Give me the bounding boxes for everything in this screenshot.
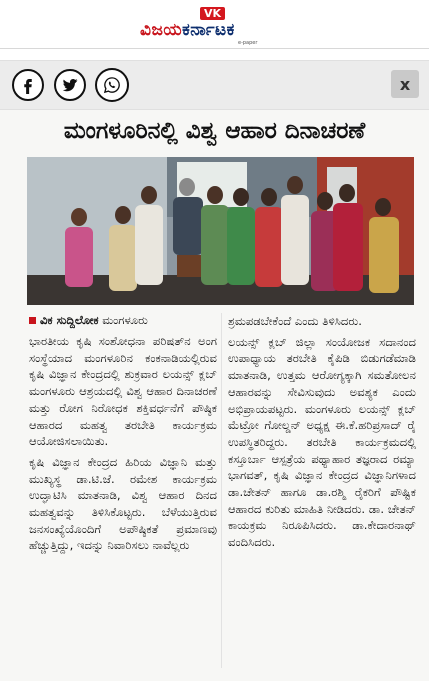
logo-name-part2: ಕರ್ನಾಟಕ (182, 20, 235, 40)
article-column-left (29, 333, 217, 558)
dateline-source: ವಿಕ ಸುದ್ದಿಲೋಕ (40, 313, 99, 327)
logo-name (140, 20, 235, 40)
facebook-icon[interactable] (12, 69, 44, 101)
dateline (29, 313, 148, 328)
article-paragraph: ಲಯನ್ಸ್ ಕ್ಲಬ್ ಜಿಲ್ಲಾ ಸಂಯೋಜಕ ಸದಾನಂದ ಉಪಾಧ್ಯಾಯ ತರಬೇತಿ ಕೈಪಿಡಿ ಬಿಡುಗಡೆಮಾಡಿ ಮಾತನಾಡಿ, ಉತ್ತಮ ಆರೋಗ್ಯಕ್ಕಾಗಿ ಸಮತೋಲನ ಆಹಾರವನ್ನು ಸೇವಿಸುವುದು ಅವಶ್ಯಕ ಎಂದು ಅಭಿಪ್ರಾಯಪಟ್ಟರು. ಮಂಗಳೂರು ಲಯನ್ಸ್ ಕ್ಲಬ್ ಮೆಟ್ರೋ ಗೋಲ್ಡನ್ ಅಧ್ಯಕ್ಷ ಈ.ಕೆ.ಹರಿಪ್ರಸಾದ್ ರೈ ಉಪಸ್ಥಿತರಿದ್ದರು. ತರಬೇತಿ ಕಾರ್ಯಕ್ರಮದಲ್ಲಿ ಕಸ್ತೂರ್ಬಾ ಆಸ್ಪತ್ರೆಯ ಪಥ್ಯಾಹಾರ ತಜ್ಞರಾದ ರಮ್ಯಾ ಭಾಗವತ್, ಕೃಷಿ ವಿಜ್ಞಾನ ಕೇಂದ್ರದ ವಿಜ್ಞಾನಿಗಳಾದ ಡಾ.ಚೇತನ್ ಹಾಗೂ ಡಾ.ರಶ್ಮಿ ರೈಕರಿಗೆ ಪೌಷ್ಟಿಕ ಆಹಾರದ ಕುರಿತು ಮಾಹಿತಿ ನೀಡಿದರು. ಡಾ. ಚೇತನ್ ಕಾಯಕ್ರಮ ನಿರೂಪಿಸಿದರು. ಡಾ.ಕೇದಾರನಾಥ್ ವಂದಿಸಿದರು. (228, 334, 416, 550)
column-divider (221, 313, 222, 668)
logo-name-part1: ವಿಜಯ (140, 20, 183, 40)
vijaya-karnataka-logo[interactable] (140, 7, 290, 45)
share-bar (0, 60, 429, 110)
article-paragraph: ಶ್ರಮಪಡಬೇಕೆಂದೆ ಎಂದು ತಿಳಿಸಿದರು. (228, 314, 362, 328)
whatsapp-icon[interactable] (95, 68, 129, 102)
article-column-right (228, 313, 416, 555)
dateline-place: ಮಂಗಳೂರು (102, 313, 148, 327)
article-paragraph: ಕೃಷಿ ವಿಜ್ಞಾನ ಕೇಂದ್ರದ ಹಿರಿಯ ವಿಜ್ಞಾನಿ ಮತ್ತು ಮುಖ್ಯಸ್ಥ ಡಾ.ಟಿ.ಜೆ. ರಮೇಶ ಕಾರ್ಯಕ್ರಮ ಉದ್ಘಾಟಿಸಿ ಮಾತನಾಡಿ, ವಿಶ್ವ ಆಹಾರ ದಿನದ ಮಹತ್ವವನ್ನು ತಿಳಿಸಿಕೊಟ್ಟರು. ಬೆಳೆಯುತ್ತಿರುವ ಜನಸಂಖ್ಯೆಯೊಂದಿಗೆ ಅಪೌಷ್ಠಿಕತೆ ಪ್ರಮಾಣವು ಹೆಚ್ಚುತ್ತಿದ್ದು, ಇದನ್ನು ನಿವಾರಿಸಲು ನಾವೆಲ್ಲರು (29, 454, 217, 553)
event-photo (27, 157, 414, 305)
twitter-icon[interactable] (54, 69, 86, 101)
event-photo-illustration (27, 157, 414, 305)
logo-tagline: e-paper (238, 40, 258, 46)
article-paragraph: ಭಾರತೀಯ ಕೃಷಿ ಸಂಶೋಧನಾ ಪರಿಷತ್‌ನ ಅಂಗ ಸಂಸ್ಥೆಯಾದ ಮಂಗಳೂರಿನ ಕಂಕನಾಡಿಯಲ್ಲಿರುವ ಕೃಷಿ ವಿಜ್ಞಾನ ಕೇಂದ್ರದಲ್ಲಿ ಶುಕ್ರವಾರ ಲಯನ್ಸ್ ಕ್ಲಬ್ ಮಂಗಳೂರು ಆಶ್ರಯದಲ್ಲಿ ವಿಶ್ವ ಆಹಾರ ದಿನಾಚರಣೆ ಮತ್ತು ರೋಗ ನಿರೋಧಕ ಶಕ್ತಿವರ್ಧನೆಗೆ ಪೌಷ್ಠಿಕ ಆಹಾರದ ಮಹತ್ವ ತರಬೇತಿ ಕಾರ್ಯಕ್ರಮ ಆಯೋಜಿಸಲಾಯಿತು. (29, 334, 217, 449)
app-header (0, 0, 429, 49)
logo-badge: VK (200, 7, 225, 20)
article-clip (0, 110, 429, 681)
dateline-marker (29, 317, 36, 324)
article-headline: ಮಂಗಳೂರಿನಲ್ಲಿ ವಿಶ್ವ ಆಹಾರ ದಿನಾಚರಣೆ (63, 118, 366, 144)
close-button[interactable]: x (391, 70, 419, 98)
